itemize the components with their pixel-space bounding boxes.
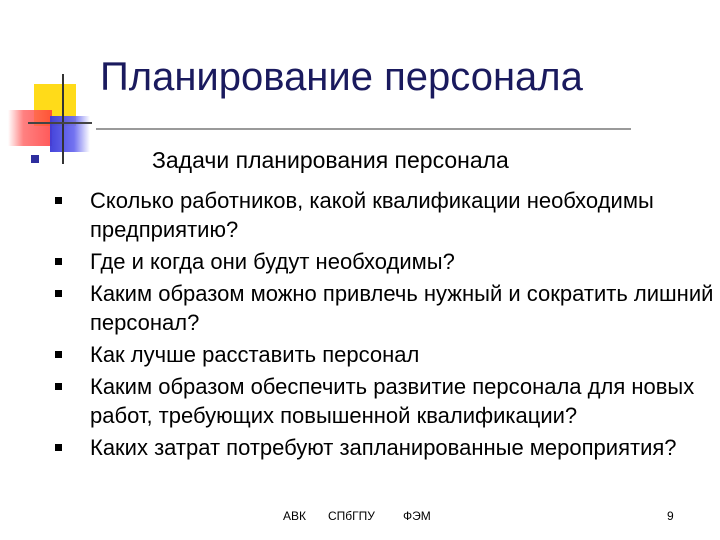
bullet-list (54, 186, 714, 465)
slide-title: Планирование персонала (100, 55, 583, 99)
bullet-item (54, 372, 714, 430)
decor-horizontal-line (28, 122, 92, 124)
square-bullet-icon (55, 383, 62, 390)
square-bullet-icon (55, 290, 62, 297)
slide-subtitle: Задачи планирования персонала (152, 147, 509, 173)
bullet-item (54, 340, 714, 369)
bullet-item (54, 186, 714, 244)
bullet-text: Как лучше расставить персонал (90, 342, 420, 367)
bullet-text: Сколько работников, какой квалификации необходимы предприятию? (90, 188, 654, 242)
bullet-text: Где и когда они будут необходимы? (90, 249, 455, 274)
square-bullet-icon (55, 351, 62, 358)
title-divider (96, 128, 631, 130)
decor-vertical-line (62, 74, 64, 164)
square-bullet-icon (55, 444, 62, 451)
bullet-text: Каким образом можно привлечь нужный и сократить лишний персонал? (90, 281, 714, 335)
square-bullet-icon (55, 258, 62, 265)
footer-university: СПбГПУ (328, 509, 375, 523)
square-bullet-icon (55, 197, 62, 204)
decor-red-square (8, 110, 52, 146)
bullet-item (54, 279, 714, 337)
bullet-text: Каким образом обеспечить развитие персонала для новых работ, требующих повышенной квалификации? (90, 374, 695, 428)
page-number: 9 (667, 509, 674, 523)
bullet-text: Каких затрат потребуют запланированные мероприятия? (90, 435, 677, 460)
footer-author: АВК (283, 509, 306, 523)
bullet-item (54, 247, 714, 276)
footer-faculty: ФЭМ (403, 509, 431, 523)
bullet-item (54, 433, 714, 462)
decor-small-square-icon (31, 155, 39, 163)
